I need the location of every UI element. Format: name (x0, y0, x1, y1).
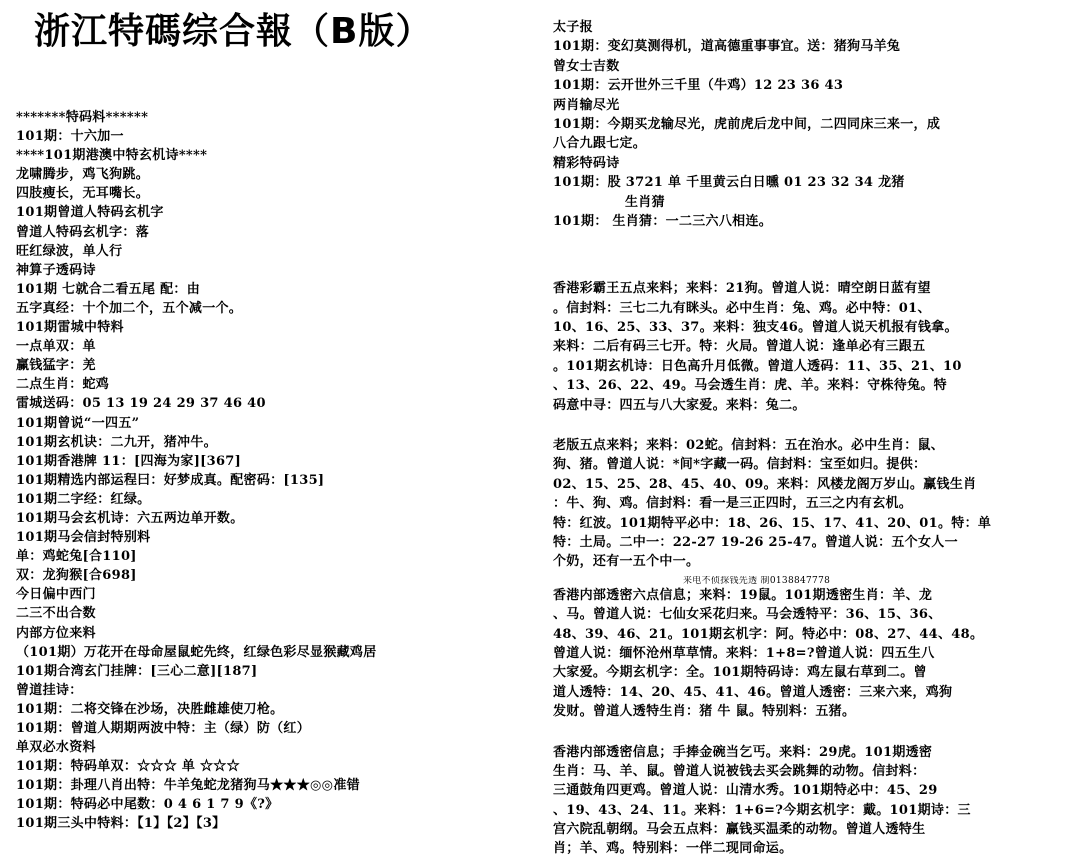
text-line: 特：红波。101期特平必中：18、26、15、17、41、20、01。特：单 (553, 515, 992, 531)
text-line: 香港内部透密信息；手捧金碗当乞丐。来料：29虎。101期透密 (553, 744, 933, 760)
text-line: 一点单双：单 (16, 339, 96, 355)
text-line: 101期：特码必中尾数：0 4 6 1 7 9《?》 (16, 797, 279, 813)
text-line: 香港内部透密六点信息；来料：19鼠。101期透密生肖：羊、龙 (553, 587, 933, 603)
text-line: 、13、26、22、49。马会透生肖：虎、羊。来料：守株待兔。特 (553, 378, 947, 394)
text-line: ****101期港澳中特玄机诗**** (16, 148, 208, 164)
right-block-toumi (553, 743, 1077, 859)
text-line: （101期）万花开在母命屋鼠蛇先终，红绿色彩尽显猴藏鸡居 (16, 644, 377, 660)
text-line: 48、39、46、21。101期玄机字：阿。特必中：08、27、44、48。 (553, 626, 984, 642)
text-line: 101期雷城中特料 (16, 320, 124, 336)
text-line: 101期：股 3721 单 千里黄云白日曛 01 23 32 34 龙猪 (553, 175, 905, 191)
text-line: 道人透特：14、20、45、41、46。曾道人透密：三来六来，鸡狗 (553, 684, 953, 700)
text-line: 101期二字经：红绿。 (16, 491, 151, 507)
text-line: 10、16、25、33、37。来料：独支46。曾道人说天机报有钱拿。 (553, 320, 958, 336)
text-line: 太子报 (553, 20, 593, 35)
text-line: 旺红绿波，单人行 (16, 243, 123, 259)
text-line: 香港彩霸王五点来料；来料：21狗。曾道人说：晴空朗日蓝有望 (553, 281, 931, 297)
text-line: 单：鸡蛇兔[合110] (16, 549, 137, 565)
page-title: 浙江特碼综合報（B版） (34, 11, 433, 52)
text-line: 生肖：马、羊、鼠。曾道人说被钱去买会跳舞的动物。信封料： (553, 763, 926, 779)
text-line: 101期：云开世外三千里（牛鸡）12 23 36 43 (553, 78, 844, 94)
text-line: 神算子透码诗 (16, 262, 96, 278)
noise-text: 来电不侦探钱先透 制0138847778 (683, 575, 831, 586)
text-line: 101期曾道人特码玄机字 (16, 205, 164, 221)
text-line: 101期精选内部运程曰：好梦成真。配密码：[135] (16, 472, 325, 488)
text-line: 101期：今期买龙输尽光，虎前虎后龙中间，二四同床三来一，成 (553, 116, 941, 132)
left-column (16, 108, 516, 860)
text-line: 101期曾说“一四五” (16, 415, 140, 431)
text-line: 曾道人特码玄机字：落 (16, 224, 150, 240)
right-block-caibawang (553, 279, 1077, 415)
text-line: 02、15、25、28、45、40、09。来料：风楼龙阁万岁山。赢钱生肖 (553, 476, 977, 492)
text-line: 曾道人说：缅怀沧州草草情。来料：1+8=?曾道人说：四五生八 (553, 645, 935, 661)
text-line: 101期：特码单双：☆☆☆ 单 ☆☆☆ (16, 759, 240, 775)
text-line: 精彩特码诗 (553, 155, 620, 171)
text-line: 101期三头中特料：【1】【2】【3】 (16, 816, 226, 832)
text-line: 二点生肖：蛇鸡 (16, 377, 110, 393)
text-line: 大家爱。今期玄机字：全。101期特码诗：鸡左鼠右草到二。曾 (553, 665, 927, 681)
text-line: 。信封料：三七二九有眯头。必中生肖：兔、鸡。必中特：01、 (553, 300, 931, 316)
text-line: 四肢瘦长，无耳嘴长。 (16, 186, 150, 202)
text-line: 101期马会信封特别料 (16, 530, 151, 546)
text-line: 101期：变幻莫测得机，道高德重事事宜。送：猪狗马羊兔 (553, 39, 901, 55)
text-line: 三通鼓角四更鸡。曾道人说：山清水秀。101期特必中：45、29 (553, 783, 938, 799)
text-line: 、19、43、24、11。来料：1+6=?今期玄机字：戴。101期诗：三 (553, 802, 971, 818)
zodiac-guess-line: 101期： 生肖猜：一二三六八相连。 (553, 213, 773, 229)
right-block-toumi-six (553, 586, 1077, 722)
text-line: 老版五点来料；来料：02蛇。信封料：五在治水。必中生肖：鼠、 (553, 438, 945, 454)
text-line: 101期 七就合二看五尾 配：由 (16, 281, 200, 297)
text-line: 单双必水资料 (16, 740, 96, 756)
text-line: 五字真经：十个加二个，五个减一个。 (16, 300, 243, 316)
text-line: 101期合湾玄门挂牌：[三心二意][187] (16, 663, 258, 679)
text-line: 101期：卦理八肖出特：牛羊兔蛇龙猪狗马★★★◎◎准错 (16, 778, 360, 794)
text-line: 八合九跟七定。 (553, 136, 647, 152)
text-line: 101期香港牌 11：[四海为家][367] (16, 453, 242, 469)
text-line: 曾女士吉数 (553, 58, 620, 74)
text-line: 肖；羊、鸡。特别料：一伴二现同命运。 (553, 841, 793, 857)
text-line: 个奶，还有一五个中一。 (553, 554, 700, 570)
right-column (553, 18, 1077, 860)
text-line: 雷城送码：05 13 19 24 29 37 46 40 (16, 396, 266, 412)
text-line: 、马。曾道人说：七仙女采花归来。马会透特平：36、15、36、 (553, 607, 942, 623)
text-line: 二三不出合数 (16, 606, 96, 622)
text-line: 特：土局。二中一：22-27 19-26 25-47。曾道人说：五个女人一 (553, 534, 958, 550)
text-line: 两肖输尽光 (553, 97, 620, 113)
text-line: 狗、猪。曾道人说：*间*字藏一码。信封料：宝至如归。提供： (553, 457, 927, 473)
text-line: ：牛、狗、鸡。信封料：看一是三正四时，五三之内有玄机。 (553, 496, 913, 512)
text-line: *******特码料****** (16, 110, 149, 125)
text-line: 今日偏中西门 (16, 587, 96, 603)
text-line: 宫六院乱朝纲。马会五点料：赢钱买温柔的动物。曾道人透特生 (553, 822, 926, 838)
text-line: 101期：曾道人期期两波中特：主（绿）防（红） (16, 721, 311, 736)
text-line: 码意中寻：四五与八大家爱。来料：兔二。 (553, 397, 806, 413)
text-line: 。101期玄机诗：日色高升月低微。曾道人透码：11、35、21、10 (553, 358, 962, 374)
text-line: 曾道挂诗： (16, 682, 83, 698)
text-line: 101期：十六加一 (16, 129, 124, 145)
text-line: 101期马会玄机诗：六五两边单开数。 (16, 510, 244, 526)
right-block-laoban (553, 436, 1077, 572)
zodiac-guess-label: 生肖猜 (625, 194, 665, 210)
text-line: 龙啸腾步，鸡飞狗跳。 (16, 167, 150, 183)
text-line: 101期玄机诀：二九开，猪冲牛。 (16, 434, 217, 450)
right-block-taizi (553, 18, 1077, 193)
text-line: 内部方位来料 (16, 625, 96, 641)
text-line: 赢钱猛字：羌 (16, 358, 96, 374)
text-line: 来料：二后有码三七开。特：火局。曾道人说：逢单必有三跟五 (553, 339, 926, 355)
text-line: 101期：二将交锋在沙场，决胜雌雄使刀枪。 (16, 701, 284, 717)
text-line: 双：龙狗猴[合698] (16, 568, 137, 584)
text-line: 发财。曾道人透特生肖：猪 牛 鼠。特别料：五猪。 (553, 704, 856, 720)
